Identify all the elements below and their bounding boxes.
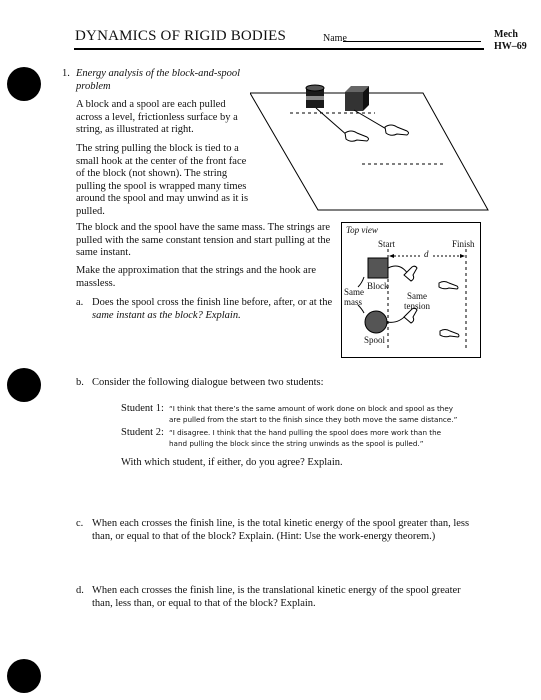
distance-label: d <box>424 249 429 259</box>
text-line: “I disagree. I think that the hand pulling the spool does more work than the <box>169 428 442 437</box>
student-1-statement <box>169 403 457 425</box>
part-d-letter: d. <box>76 585 84 596</box>
string-paragraph <box>76 143 248 218</box>
student-1-label: Student 1: <box>121 403 164 414</box>
text-line: Same <box>407 291 427 301</box>
arrowhead-left <box>389 254 394 258</box>
student-2-statement <box>169 427 441 449</box>
massless-paragraph <box>76 265 316 290</box>
block-shape <box>368 258 388 278</box>
problem-title-line: problem <box>76 80 111 92</box>
top-view-label: Top view <box>346 225 378 235</box>
perspective-illustration <box>250 80 490 215</box>
text-line: When each crosses the finish line, is the total kinetic energy of the spool greater than, less <box>92 518 470 529</box>
part-d-question <box>92 585 461 610</box>
text-line: than, or equal to that of the block? Explain. (Hint: Use the work-energy theorem.) <box>92 530 436 542</box>
text-line: of the block (not shown). The string <box>76 168 228 179</box>
block-label: Block <box>367 281 389 291</box>
name-field[interactable] <box>343 41 481 42</box>
text-line: around the spool and may unwind as it is <box>76 193 249 204</box>
hand-block <box>385 125 409 135</box>
text-line: tension <box>404 301 430 311</box>
text-line: Does the spool cross the finish line before, after, or at the <box>92 297 333 308</box>
text-line: than, less than, or equal to that of the block? Explain. <box>92 597 316 609</box>
course-name: Mech <box>494 29 518 40</box>
start-label: Start <box>378 239 395 249</box>
text-line: “I think that there’s the same amount of work done on block and spool as they <box>169 404 454 413</box>
part-b-letter: b. <box>76 377 84 388</box>
page-title: DYNAMICS OF RIGID BODIES <box>75 28 287 44</box>
text-line: The string pulling the block is tied to a <box>76 143 239 154</box>
spool-label: Spool <box>364 335 386 345</box>
binder-hole-top <box>7 67 41 101</box>
header-rule <box>74 48 484 50</box>
block-front <box>345 92 363 111</box>
block-string <box>388 266 408 274</box>
mass-paragraph <box>76 222 330 260</box>
part-c-question <box>92 518 469 543</box>
hand-icon <box>440 330 459 338</box>
part-a-question <box>92 297 332 322</box>
text-line: same instant. <box>76 247 131 258</box>
text-line: same instant as the block? Explain. <box>92 309 241 321</box>
part-c-letter: c. <box>76 518 84 529</box>
spool-band <box>306 96 324 100</box>
same-mass-label <box>344 287 364 307</box>
spool-string <box>316 108 348 136</box>
course-code <box>494 29 527 53</box>
arrowhead-right <box>460 254 465 258</box>
text-line: hand pulling the block since the string unwinds as the spool is pulled.” <box>169 439 424 448</box>
problem-title-line: Energy analysis of the block-and-spool <box>76 68 241 79</box>
text-line: across a level, frictionless surface by a <box>76 111 238 123</box>
hand-spool <box>345 131 369 141</box>
text-line: pulled with the same constant tension and start pulling at the <box>76 234 331 246</box>
finish-label: Finish <box>452 239 475 249</box>
mass-arrow <box>358 277 364 287</box>
hand-block <box>404 266 417 281</box>
binder-hole-bottom <box>7 659 41 693</box>
text-line: pulled. <box>76 205 105 217</box>
intro-paragraph <box>76 99 238 137</box>
text-line: mass <box>344 297 362 307</box>
part-a-letter: a. <box>76 297 84 308</box>
text-line: string, as illustrated at right. <box>76 124 194 135</box>
table-surface <box>250 93 488 210</box>
student-2-label: Student 2: <box>121 427 164 438</box>
part-b-question: With which student, if either, do you agree? Explain. <box>121 457 343 468</box>
text-line: massless. <box>76 277 116 289</box>
name-label: Name <box>323 33 347 44</box>
spool-top <box>306 85 324 91</box>
top-view-diagram <box>341 222 481 358</box>
text-line: small hook at the center of the front face <box>76 155 247 167</box>
part-b-intro: Consider the following dialogue between two students: <box>92 377 324 388</box>
text-line: Make the approximation that the strings and the hook are <box>76 265 316 276</box>
text-line: When each crosses the finish line, is the translational kinetic energy of the spool greater <box>92 585 461 596</box>
problem-title <box>76 68 240 93</box>
text-line: The block and the spool have the same mass. The strings are <box>76 222 331 233</box>
text-line: pulling the spool is wrapped many times <box>76 180 247 192</box>
text-line: Same <box>344 287 364 297</box>
problem-number: 1. <box>62 68 70 79</box>
text-line: are pulled from the start to the finish since they both move the same distance.” <box>169 415 458 424</box>
spool-string <box>387 314 407 322</box>
spool-shape <box>365 311 387 333</box>
binder-hole-middle <box>7 368 41 402</box>
same-tension-label <box>404 291 430 311</box>
text-line: A block and a spool are each pulled <box>76 99 226 110</box>
hand-icon <box>439 282 458 290</box>
homework-code: HW–69 <box>494 41 527 52</box>
